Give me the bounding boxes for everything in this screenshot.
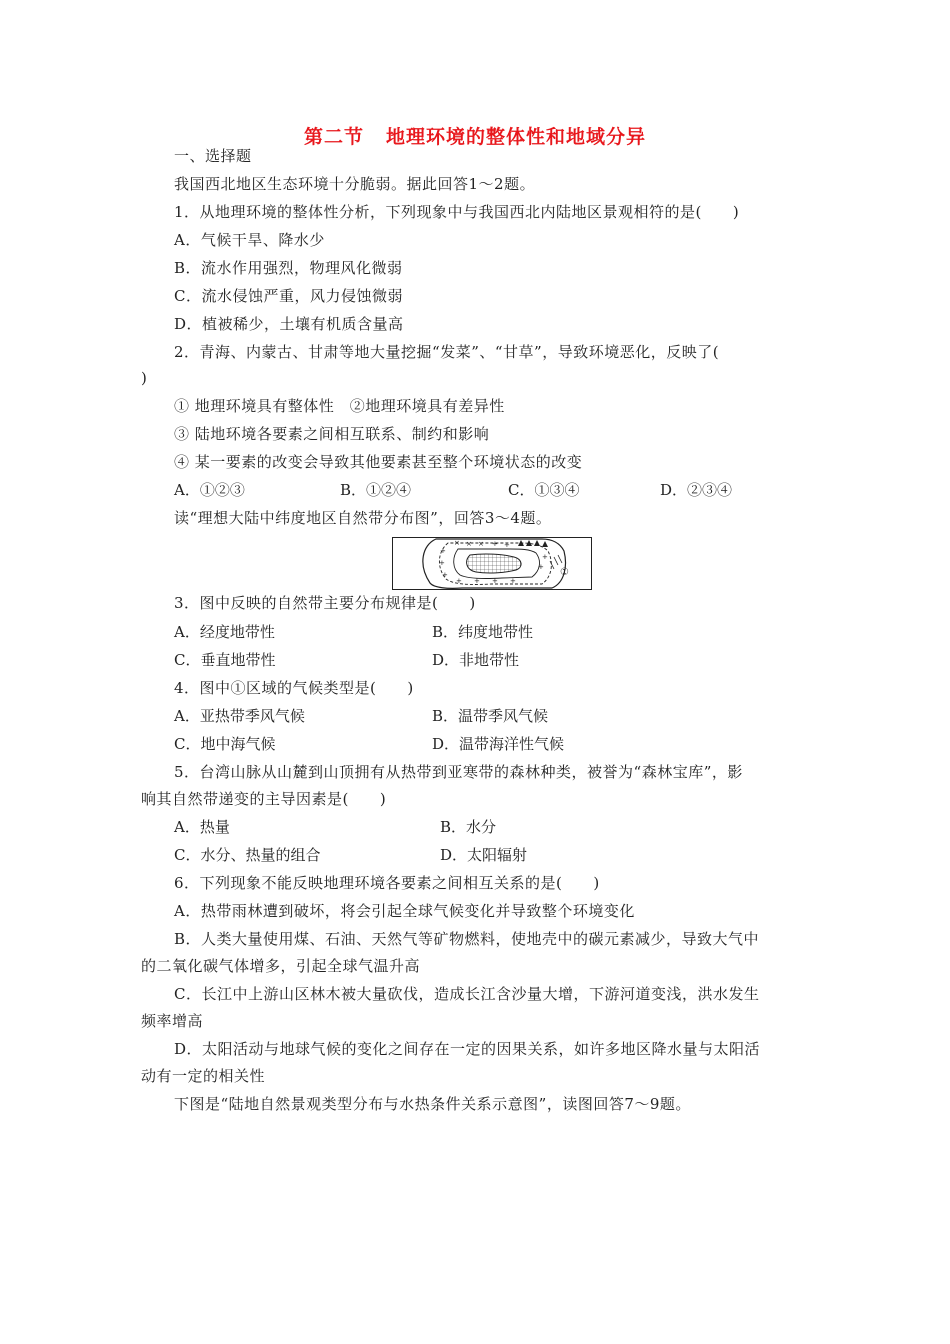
natural-zone-diagram: [392, 537, 592, 590]
q2-statement-2: ③ 陆地环境各要素之间相互联系、制约和影响: [174, 425, 490, 443]
q5-option-d: D．太阳辐射: [440, 846, 528, 864]
q4-option-c: C．地中海气候: [174, 735, 276, 753]
q6-option-d-line2: 动有一定的相关性: [141, 1067, 266, 1085]
q4-stem: 4．图中①区域的气候类型是( ): [174, 679, 414, 697]
q3-option-a: A．经度地带性: [174, 623, 275, 641]
q6-option-a: A．热带雨林遭到破坏，将会引起全球气候变化并导致整个环境变化: [174, 902, 635, 920]
q5-option-a: A．热量: [174, 818, 230, 836]
section-heading: 一、选择题: [174, 147, 252, 165]
q6-stem: 6．下列现象不能反映地理环境各要素之间相互关系的是( ): [174, 874, 600, 892]
svg-text:+: +: [439, 559, 445, 567]
q2-option-a: A．①②③: [174, 481, 245, 499]
q2-stem-line1: 2．青海、内蒙古、甘肃等地大量挖掘“发菜”、“甘草”，导致环境恶化，反映了(: [174, 343, 720, 361]
q3-option-d: D．非地带性: [432, 651, 520, 669]
intro-q7-q9: 下图是“陆地自然景观类型分布与水热条件关系示意图”，读图回答7～9题。: [174, 1095, 691, 1113]
q5-stem-line1: 5．台湾山脉从山麓到山顶拥有从热带到亚寒带的森林种类，被誉为“森林宝库”，影: [174, 763, 743, 781]
q2-statement-1: ① 地理环境具有整体性 ②地理环境具有差异性: [174, 397, 505, 415]
desert-zone: [467, 554, 521, 573]
title-text: 地理环境的整体性和地域分异: [386, 126, 647, 148]
svg-text:+: +: [474, 577, 480, 585]
q3-stem: 3．图中反映的自然带主要分布规律是( ): [174, 594, 476, 612]
q1-option-b: B．流水作用强烈，物理风化微弱: [174, 259, 403, 277]
region-1-label: ①: [560, 567, 569, 578]
q6-option-c-line1: C．长江中上游山区林木被大量砍伐，造成长江含沙量大增，下游河道变浅，洪水发生: [174, 985, 760, 1003]
svg-text:+: +: [456, 577, 462, 585]
intro-q1-q2: 我国西北地区生态环境十分脆弱。据此回答1～2题。: [174, 175, 536, 193]
svg-text:+: +: [492, 577, 498, 585]
title-section: 第二节: [303, 126, 364, 148]
q2-option-d: D．②③④: [660, 481, 733, 499]
q6-option-b-line1: B．人类大量使用煤、石油、天然气等矿物燃料，使地壳中的碳元素减少，导致大气中: [174, 930, 760, 948]
svg-text:+: +: [542, 553, 548, 561]
svg-text:×: ×: [466, 540, 472, 548]
svg-text:×: ×: [478, 540, 484, 548]
q3-option-b: B．纬度地带性: [432, 623, 534, 641]
q4-option-a: A．亚热带季风气候: [174, 707, 305, 725]
q5-option-b: B．水分: [440, 818, 497, 836]
svg-text:×: ×: [454, 539, 460, 547]
q6-option-d-line1: D．太阳活动与地球气候的变化之间存在一定的因果关系，如许多地区降水量与太阳活: [174, 1040, 761, 1058]
q2-stem-line2: ): [141, 369, 148, 387]
q5-stem-line2: 响其自然带递变的主导因素是( ): [141, 790, 387, 808]
q1-option-a: A．气候干旱、降水少: [174, 231, 325, 249]
svg-text:+: +: [538, 563, 544, 571]
svg-text:+: +: [442, 571, 448, 579]
q1-option-d: D．植被稀少，土壤有机质含量高: [174, 315, 404, 333]
q2-option-c: C．①③④: [508, 481, 580, 499]
svg-text:+: +: [492, 540, 498, 548]
svg-text:+: +: [510, 577, 516, 585]
svg-text:+: +: [504, 541, 510, 549]
q1-stem: 1．从地理环境的整体性分析，下列现象中与我国西北内陆地区景观相符的是( ): [174, 203, 740, 221]
q2-statement-3: ④ 某一要素的改变会导致其他要素甚至整个环境状态的改变: [174, 453, 583, 471]
q4-option-b: B．温带季风气候: [432, 707, 549, 725]
q6-option-c-line2: 频率增高: [141, 1012, 204, 1030]
q4-option-d: D．温带海洋性气候: [432, 735, 565, 753]
intro-q3-q4: 读“理想大陆中纬度地区自然带分布图”，回答3～4题。: [174, 509, 552, 527]
q2-option-b: B．①②④: [340, 481, 412, 499]
q3-option-c: C．垂直地带性: [174, 651, 276, 669]
svg-text:+: +: [440, 547, 446, 555]
q6-option-b-line2: 的二氧化碳气体增多，引起全球气温升高: [141, 957, 421, 975]
q5-option-c: C．水分、热量的组合: [174, 846, 321, 864]
q1-option-c: C．流水侵蚀严重，风力侵蚀微弱: [174, 287, 403, 305]
page-title: [0, 122, 950, 149]
